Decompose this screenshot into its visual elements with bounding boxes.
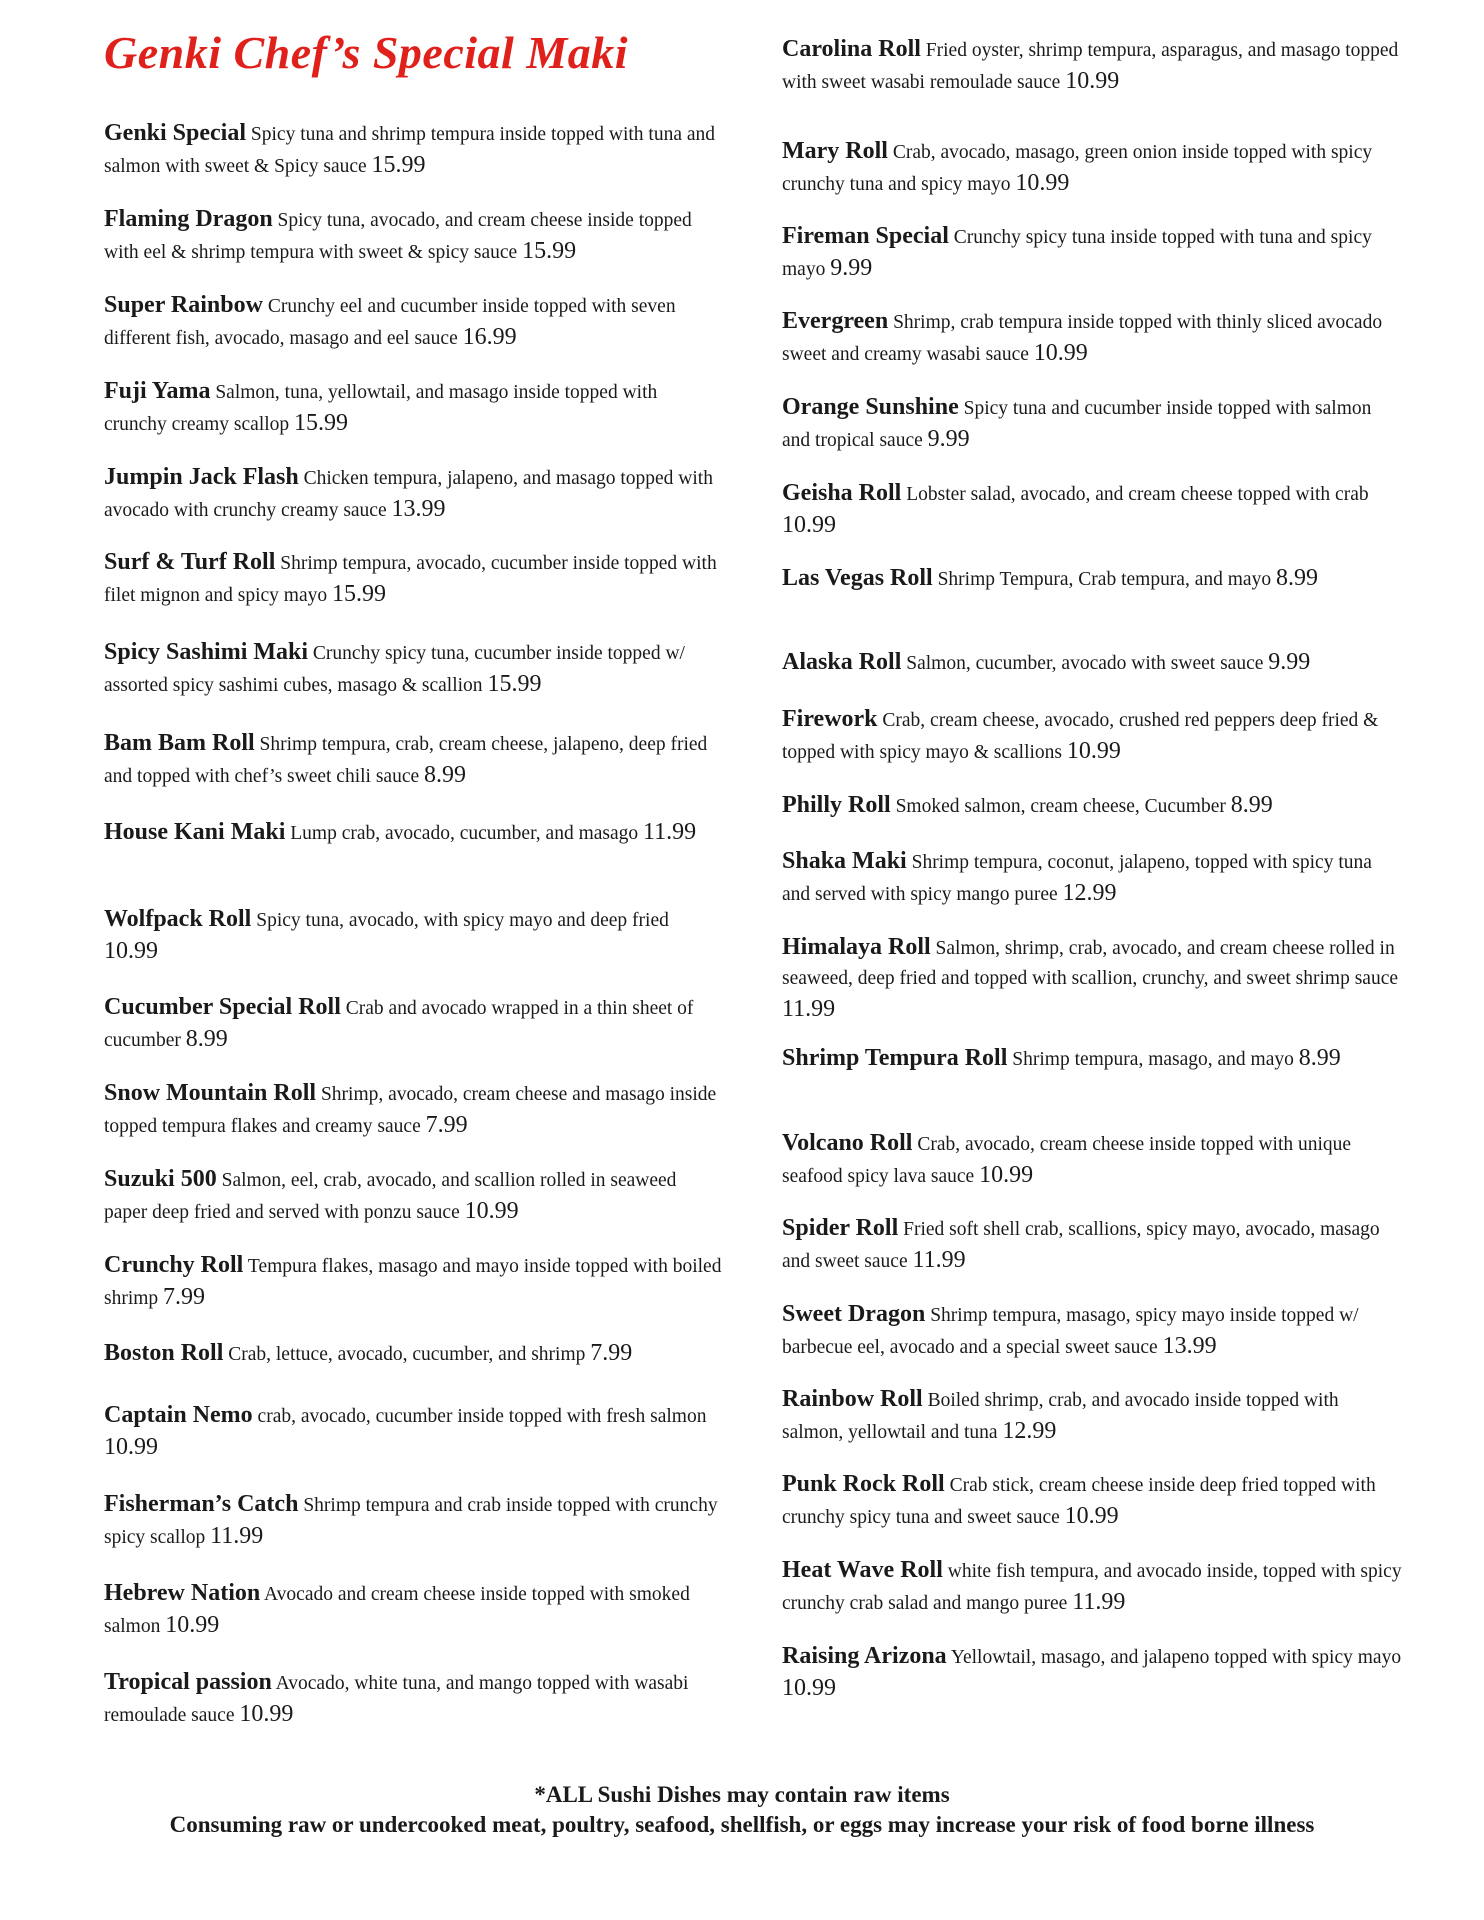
menu-item: [104, 1164, 724, 1228]
menu-item-price: 13.99: [1162, 1333, 1217, 1359]
menu-item: [782, 1555, 1402, 1619]
menu-item: [782, 790, 1402, 822]
menu-item-price: 10.99: [782, 1675, 836, 1701]
menu-item-price: 8.99: [1298, 1045, 1341, 1071]
menu-item-price: 8.99: [424, 762, 467, 788]
menu-item: [782, 478, 1402, 542]
menu-item-description: Crab, avocado, masago, green onion inside topped with spicy crunchy tuna and spicy mayo: [782, 142, 1373, 195]
menu-item-price: 15.99: [332, 581, 387, 607]
menu-item: [104, 547, 724, 611]
menu-item-description: Avocado, white tuna, and mango topped with wasabi remoulade sauce: [104, 1673, 689, 1726]
menu-item-name: Alaska Roll: [782, 649, 902, 675]
menu-item-description: white fish tempura, and avocado inside, topped with spicy crunchy crab salad and mango puree: [782, 1561, 1402, 1614]
menu-item-description: Shrimp, avocado, cream cheese and masago inside topped tempura flakes and creamy sauce: [104, 1084, 717, 1137]
menu-item-name: Philly Roll: [782, 792, 891, 818]
menu-item-name: Boston Roll: [104, 1340, 224, 1366]
menu-item-name: Shrimp Tempura Roll: [782, 1045, 1008, 1071]
menu-item-name: Suzuki 500: [104, 1166, 217, 1192]
menu-item-description: Shrimp tempura and crab inside topped with crunchy spicy scallop: [104, 1495, 718, 1548]
menu-item-price: 11.99: [643, 819, 697, 845]
menu-item-description: Smoked salmon, cream cheese, Cucumber: [895, 796, 1226, 817]
menu-item-price: 12.99: [1002, 1418, 1057, 1444]
menu-item: [782, 932, 1402, 1026]
menu-item: [104, 1250, 724, 1314]
menu-item-name: Raising Arizona: [782, 1643, 947, 1669]
menu-item: [782, 846, 1402, 910]
menu-item: [104, 1078, 724, 1142]
menu-item-price: 9.99: [1268, 649, 1311, 675]
menu-item-name: Orange Sunshine: [782, 394, 959, 420]
menu-item: [782, 392, 1402, 456]
menu-item-price: 12.99: [1062, 880, 1117, 906]
menu-item-description: Crab and avocado wrapped in a thin sheet of cucumber: [104, 998, 694, 1051]
menu-item: [782, 1384, 1402, 1448]
menu-item: [104, 728, 724, 792]
menu-item-price: 10.99: [104, 938, 158, 964]
menu-item-name: Super Rainbow: [104, 292, 263, 318]
menu-item-price: 10.99: [1064, 1503, 1119, 1529]
menu-item-description: crab, avocado, cucumber inside topped with fresh salmon: [257, 1406, 707, 1427]
menu-item-price: 9.99: [830, 255, 873, 281]
menu-item: [104, 637, 724, 701]
menu-item: [782, 1043, 1402, 1075]
menu-item-price: 8.99: [1275, 565, 1318, 591]
menu-item: [104, 904, 724, 968]
menu-item-description: Spicy tuna, avocado, and cream cheese inside topped with eel & shrimp tempura with sweet & spicy sauce: [104, 210, 692, 263]
menu-item-description: Shrimp tempura, coconut, jalapeno, topped with spicy tuna and served with spicy mango puree: [782, 852, 1372, 905]
menu-item-name: Firework: [782, 706, 878, 732]
menu-item-name: Evergreen: [782, 308, 889, 334]
menu-item: [104, 1578, 724, 1642]
menu-item-name: Bam Bam Roll: [104, 730, 255, 756]
menu-item: [104, 817, 724, 849]
menu-item-price: 10.99: [782, 512, 836, 538]
menu-item: [782, 1299, 1402, 1363]
menu-item-description: Salmon, eel, crab, avocado, and scallion rolled in seaweed paper deep fried and served with ponzu sauce: [104, 1170, 677, 1223]
menu-item: [104, 118, 724, 182]
menu-item-name: Mary Roll: [782, 138, 888, 164]
menu-item: [782, 1128, 1402, 1192]
menu-item-name: Hebrew Nation: [104, 1580, 261, 1606]
menu-item-price: 9.99: [927, 426, 970, 452]
menu-item-description: Lobster salad, avocado, and cream cheese topped with crab: [906, 484, 1369, 505]
menu-item-name: Fisherman’s Catch: [104, 1491, 299, 1517]
menu-item-name: Himalaya Roll: [782, 934, 931, 960]
page-title: Genki Chef’s Special Maki: [104, 27, 629, 78]
menu-item-description: Shrimp, crab tempura inside topped with thinly sliced avocado sweet and creamy wasabi sauce: [782, 312, 1383, 365]
menu-item: [782, 34, 1402, 98]
menu-item-description: Boiled shrimp, crab, and avocado inside topped with salmon, yellowtail and tuna: [782, 1390, 1339, 1443]
menu-item-name: Rainbow Roll: [782, 1386, 923, 1412]
menu-item-description: Salmon, shrimp, crab, avocado, and cream cheese rolled in seaweed, deep fried and topped with scallion, crunchy, and sweet shrimp sauce: [782, 938, 1399, 989]
menu-item: [782, 1213, 1402, 1277]
menu-item-description: Fried soft shell crab, scallions, spicy mayo, avocado, masago and sweet sauce: [782, 1219, 1380, 1272]
menu-item-name: Heat Wave Roll: [782, 1557, 943, 1583]
menu-item: [782, 1469, 1402, 1533]
menu-item-description: Salmon, cucumber, avocado with sweet sauce: [906, 653, 1264, 674]
menu-item-description: Tempura flakes, masago and mayo inside topped with boiled shrimp: [104, 1256, 722, 1309]
menu-item-price: 10.99: [239, 1701, 294, 1727]
menu-item-price: 10.99: [1015, 170, 1070, 196]
menu-item-price: 7.99: [590, 1340, 633, 1366]
menu-item-price: 15.99: [522, 238, 577, 264]
menu-item: [104, 204, 724, 268]
menu-item-price: 15.99: [487, 671, 542, 697]
menu-item-name: Captain Nemo: [104, 1402, 253, 1428]
menu-item-price: 10.99: [464, 1198, 519, 1224]
menu-item: [104, 1489, 724, 1553]
menu-item: [104, 992, 724, 1056]
menu-item: [104, 1667, 724, 1731]
menu-item-price: 10.99: [1033, 340, 1088, 366]
menu-item-price: 10.99: [1066, 738, 1121, 764]
menu-item-description: Spicy tuna and cucumber inside topped with salmon and tropical sauce: [782, 398, 1372, 451]
menu-item-description: Chicken tempura, jalapeno, and masago topped with avocado with crunchy creamy sauce: [104, 468, 713, 521]
menu-item-description: Spicy tuna and shrimp tempura inside topped with tuna and salmon with sweet & Spicy sauce: [104, 124, 716, 177]
menu-item: [782, 563, 1402, 595]
menu-item-price: 11.99: [782, 996, 836, 1022]
menu-item: [782, 221, 1402, 285]
menu-item-price: 15.99: [294, 410, 349, 436]
menu-item-price: 7.99: [163, 1284, 206, 1310]
menu-item-name: Volcano Roll: [782, 1130, 913, 1156]
menu-item: [104, 1400, 724, 1464]
menu-item-name: Flaming Dragon: [104, 206, 273, 232]
menu-item-description: Spicy tuna, avocado, with spicy mayo and deep fried: [256, 910, 669, 931]
menu-item-description: Crunchy spicy tuna inside topped with tuna and spicy mayo: [782, 227, 1372, 280]
menu-item-description: Crab, cream cheese, avocado, crushed red peppers deep fried & topped with spicy mayo & scallions: [782, 710, 1379, 763]
menu-item-name: Surf & Turf Roll: [104, 549, 276, 575]
menu-item-price: 10.99: [1065, 68, 1120, 94]
menu-item-name: Geisha Roll: [782, 480, 902, 506]
menu-item-description: Crab, avocado, cream cheese inside topped with unique seafood spicy lava sauce: [782, 1134, 1352, 1187]
menu-item-description: Crunchy eel and cucumber inside topped with seven different fish, avocado, masago and eel sauce: [104, 296, 676, 349]
food-safety-warning: Consuming raw or undercooked meat, poultry, seafood, shellfish, or eggs may increase your risk of food borne illness: [169, 1812, 1315, 1837]
menu-item-description: Crunchy spicy tuna, cucumber inside topped w/ assorted spicy sashimi cubes, masago & scallion: [104, 643, 685, 696]
menu-item: [104, 376, 724, 440]
menu-item-price: 10.99: [104, 1434, 158, 1460]
menu-item-description: Avocado and cream cheese inside topped with smoked salmon: [104, 1584, 690, 1637]
menu-item: [104, 1338, 724, 1370]
menu-item-price: 11.99: [912, 1247, 966, 1273]
menu-item-name: Fuji Yama: [104, 378, 211, 404]
menu-item: [782, 1641, 1402, 1705]
menu-item-description: Shrimp Tempura, Crab tempura, and mayo: [937, 569, 1272, 590]
menu-item-price: 10.99: [979, 1162, 1034, 1188]
menu-item-price: 16.99: [462, 324, 517, 350]
menu-item-name: Shaka Maki: [782, 848, 907, 874]
menu-item-description: Crab, lettuce, avocado, cucumber, and shrimp: [228, 1344, 586, 1365]
menu-item-name: Wolfpack Roll: [104, 906, 252, 932]
menu-item-name: Crunchy Roll: [104, 1252, 244, 1278]
menu-item-description: Fried oyster, shrimp tempura, asparagus, and masago topped with sweet wasabi remoulade sauce: [782, 40, 1399, 93]
menu-item-price: 13.99: [391, 496, 446, 522]
menu-item-price: 8.99: [185, 1026, 228, 1052]
menu-item-name: Las Vegas Roll: [782, 565, 933, 591]
menu-item-name: Jumpin Jack Flash: [104, 464, 299, 490]
menu-item-description: Shrimp tempura, masago, spicy mayo inside topped w/ barbecue eel, avocado and a special sweet sauce: [782, 1305, 1359, 1358]
menu-item-description: Crab stick, cream cheese inside deep fried topped with crunchy spicy tuna and sweet sauce: [782, 1475, 1376, 1528]
menu-item-name: Sweet Dragon: [782, 1301, 926, 1327]
menu-item-description: Lump crab, avocado, cucumber, and masago: [290, 823, 639, 844]
menu-item-price: 8.99: [1230, 792, 1273, 818]
menu-item-name: Fireman Special: [782, 223, 949, 249]
menu-item-description: Shrimp tempura, masago, and mayo: [1012, 1049, 1294, 1070]
menu-item-name: Snow Mountain Roll: [104, 1080, 317, 1106]
menu-item-price: 7.99: [425, 1112, 468, 1138]
menu-item-name: Spicy Sashimi Maki: [104, 639, 309, 665]
menu-item: [104, 290, 724, 354]
menu-item-description: Shrimp tempura, avocado, cucumber inside topped with filet mignon and spicy mayo: [104, 553, 717, 606]
menu-item-name: Cucumber Special Roll: [104, 994, 341, 1020]
menu-item-description: Yellowtail, masago, and jalapeno topped with spicy mayo: [950, 1647, 1402, 1668]
raw-items-notice: *ALL Sushi Dishes may contain raw items: [534, 1782, 950, 1807]
menu-item-name: Spider Roll: [782, 1215, 899, 1241]
menu-item-name: House Kani Maki: [104, 819, 286, 845]
menu-item-description: Shrimp tempura, crab, cream cheese, jalapeno, deep fried and topped with chef’s sweet chili sauce: [104, 734, 708, 787]
menu-item-price: 15.99: [371, 152, 426, 178]
menu-item: [782, 704, 1402, 768]
menu-item: [782, 647, 1402, 679]
menu-item: [782, 306, 1402, 370]
menu-item: [782, 136, 1402, 200]
menu-item-name: Tropical passion: [104, 1669, 272, 1695]
menu-item-description: Salmon, tuna, yellowtail, and masago inside topped with crunchy creamy scallop: [104, 382, 658, 435]
menu-item-price: 10.99: [165, 1612, 220, 1638]
menu-item-name: Genki Special: [104, 120, 247, 146]
menu-item-price: 11.99: [210, 1523, 264, 1549]
menu-item-name: Punk Rock Roll: [782, 1471, 945, 1497]
menu-item-price: 11.99: [1072, 1589, 1126, 1615]
menu-item: [104, 462, 724, 526]
menu-item-name: Carolina Roll: [782, 36, 921, 62]
